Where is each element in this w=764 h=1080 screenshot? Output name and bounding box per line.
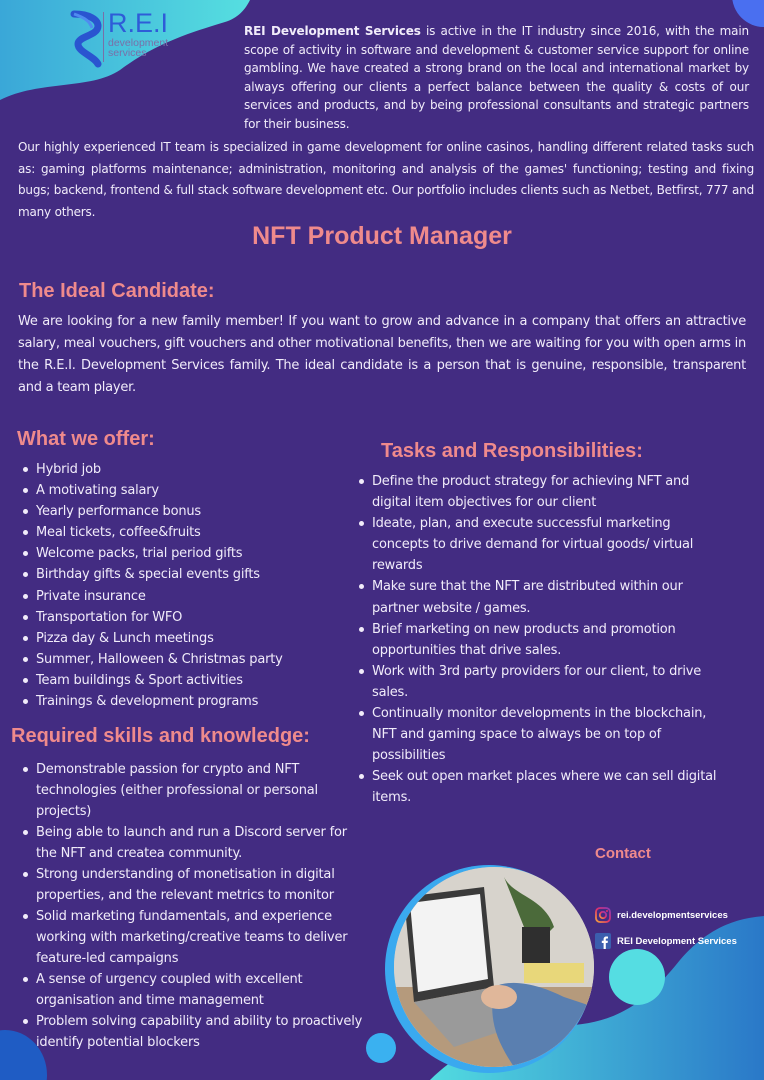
required-skills-heading: Required skills and knowledge: xyxy=(11,725,310,747)
offer-item: A motivating salary xyxy=(19,480,339,501)
ideal-candidate-heading: The Ideal Candidate: xyxy=(19,280,215,302)
offer-item: Welcome packs, trial period gifts xyxy=(19,543,339,564)
facebook-page: REI Development Services xyxy=(617,935,737,947)
logo-sub-2: services xyxy=(108,47,147,59)
offer-item: Summer, Halloween & Christmas party xyxy=(19,649,339,670)
instagram-icon xyxy=(595,907,611,923)
intro-paragraph-1-text: is active in the IT industry since 2016, with the main scope of activity in software and development & customer service support for online gambling. We have created a strong brand on the local and international market by always offering our clients a perfect balance between the quality & costs of our services and products, and by being professional consultants and strategic partners for their business. xyxy=(244,24,749,131)
task-item: Define the product strategy for achieving NFT and digital item objectives for our client xyxy=(355,471,730,513)
task-item: Continually monitor developments in the blockchain, NFT and gaming space to always be on top of possibilities xyxy=(355,703,730,766)
intro-paragraph-2: Our highly experienced IT team is specialized in game development for online casinos, handling different related tasks such as: gaming platforms maintenance; administration, monitoring and analysis of the games' functioning; testing and fixing bugs; backend, frontend & full stack software development etc. Our portfolio includes clients such as Netbet, Betfirst, 777 and many others. xyxy=(18,140,754,219)
offer-item: Birthday gifts & special events gifts xyxy=(19,564,339,585)
instagram-contact[interactable] xyxy=(595,907,728,923)
company-logo xyxy=(70,8,180,72)
contact-heading: Contact xyxy=(595,845,651,862)
tasks-heading: Tasks and Responsibilities: xyxy=(381,440,643,462)
offer-item: Meal tickets, coffee&fruits xyxy=(19,522,339,543)
skill-item: A sense of urgency coupled with excellent organisation and time management xyxy=(19,969,364,1011)
logo-name: R.E.I xyxy=(108,8,169,38)
skill-item: Problem solving capability and ability to proactively identify potential blockers xyxy=(19,1011,364,1053)
skill-item: Being able to launch and run a Discord server for the NFT and createa community. xyxy=(19,822,364,864)
offer-item: Team buildings & Sport activities xyxy=(19,670,339,691)
job-title: NFT Product Manager xyxy=(252,222,512,250)
skill-item: Demonstrable passion for crypto and NFT technologies (either professional or personal projects) xyxy=(19,759,364,822)
laptop-photo xyxy=(394,867,594,1067)
tasks-list xyxy=(355,471,730,809)
task-item: Make sure that the NFT are distributed within our partner website / games. xyxy=(355,576,730,618)
offer-item: Transportation for WFO xyxy=(19,607,339,628)
task-item: Work with 3rd party providers for our client, to drive sales. xyxy=(355,661,730,703)
skill-item: Strong understanding of monetisation in digital properties, and the relevant metrics to monitor xyxy=(19,864,364,906)
company-name: REI Development Services xyxy=(244,24,421,38)
task-item: Brief marketing on new products and promotion opportunities that drive sales. xyxy=(355,619,730,661)
logo-sub-1: development xyxy=(108,37,169,49)
skill-item: Solid marketing fundamentals, and experience working with marketing/creative teams to deliver feature-led campaigns xyxy=(19,906,364,969)
offer-item: Trainings & development programs xyxy=(19,691,339,712)
offer-item: Private insurance xyxy=(19,586,339,607)
intro-paragraph-1 xyxy=(244,22,749,134)
task-item: Seek out open market places where we can sell digital items. xyxy=(355,766,730,808)
offer-item: Yearly performance bonus xyxy=(19,501,339,522)
instagram-handle: rei.developmentservices xyxy=(617,909,728,921)
offer-list xyxy=(19,459,339,712)
offer-item: Pizza day & Lunch meetings xyxy=(19,628,339,649)
facebook-contact[interactable] xyxy=(595,933,737,949)
ideal-candidate-text: We are looking for a new family member! If you want to grow and advance in a company that offers an attractive salary, meal vouchers, gift vouchers and other motivational benefits, then we are waiting for you with open arms in the R.E.I. Development Services family. The ideal candidate is a person that is genuine, responsible, transparent and a team player. xyxy=(18,314,746,395)
laptop-image-icon xyxy=(394,867,594,1067)
what-we-offer-heading: What we offer: xyxy=(17,428,155,450)
logo-divider xyxy=(103,12,104,62)
logo-ribbon-icon xyxy=(70,10,102,68)
bottom-wave-decoration xyxy=(0,900,764,1080)
task-item: Ideate, plan, and execute successful marketing concepts to drive demand for virtual goods/ virtual rewards xyxy=(355,513,730,576)
offer-item: Hybrid job xyxy=(19,459,339,480)
facebook-icon xyxy=(595,933,611,949)
